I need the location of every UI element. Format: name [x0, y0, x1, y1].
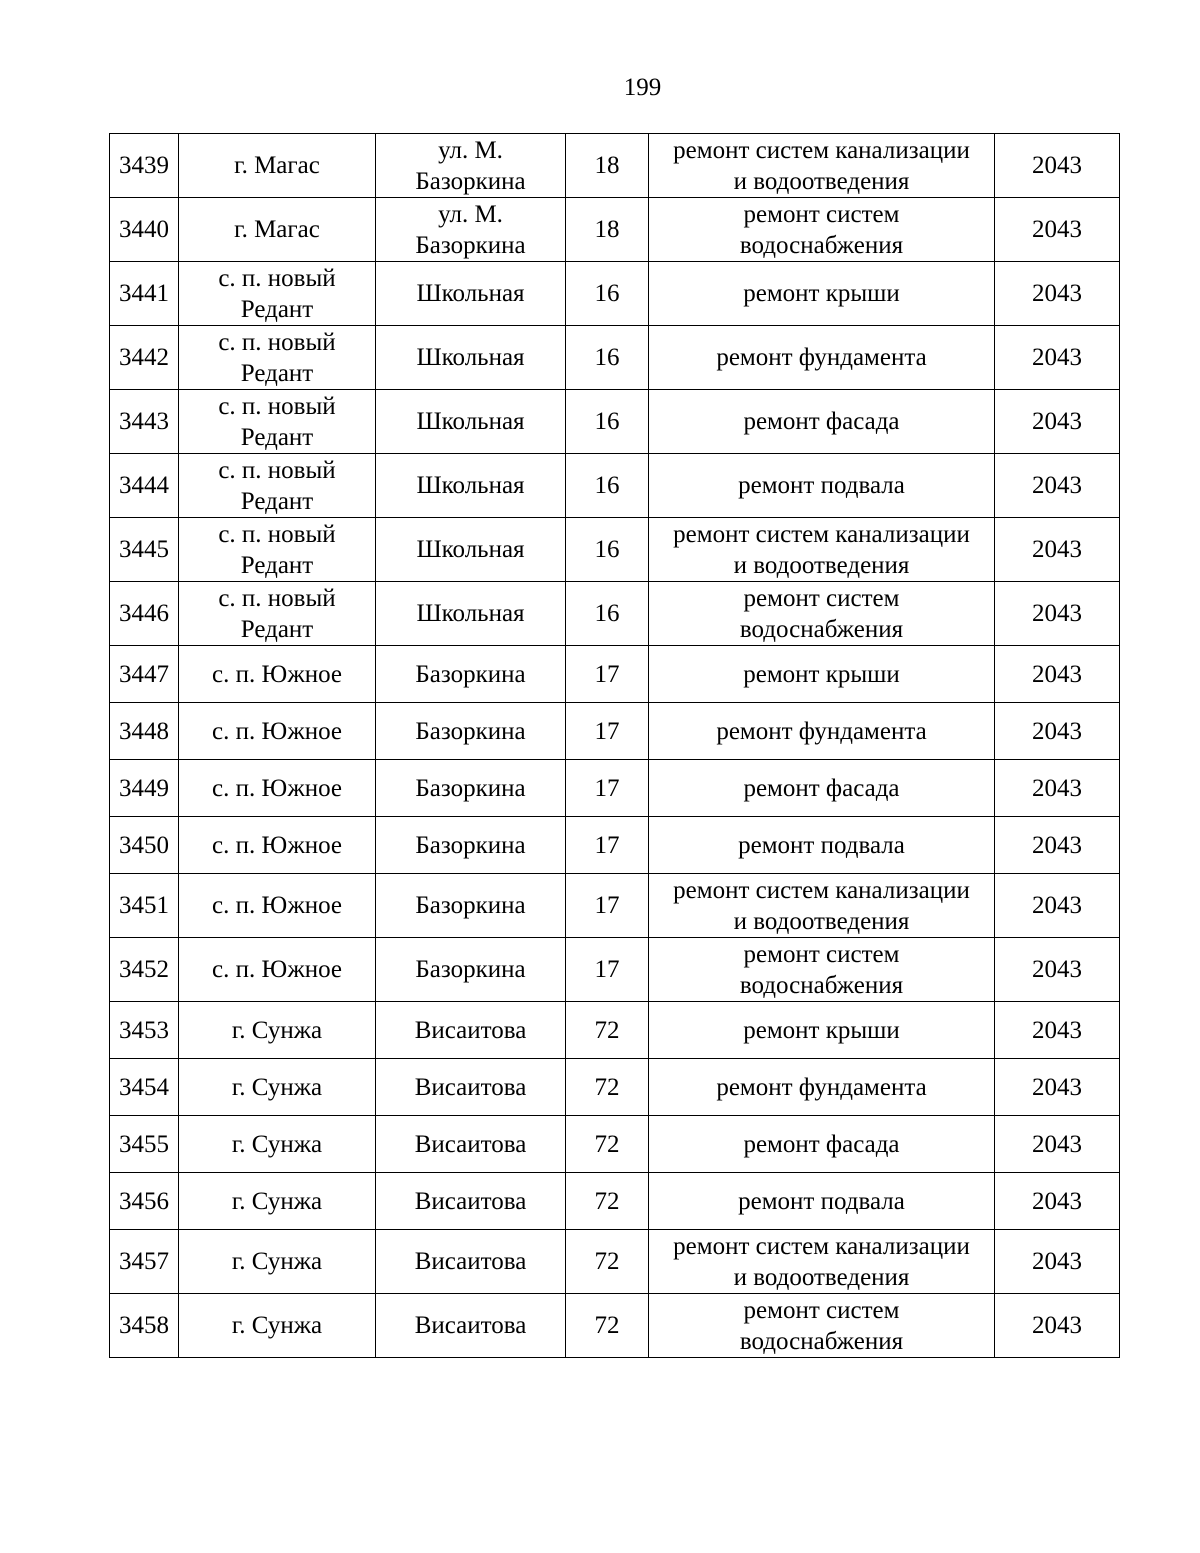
cell-year: 2043 — [995, 874, 1120, 938]
table-row — [110, 646, 1120, 703]
cell-work-type: ремонт фундамента — [649, 703, 995, 760]
cell-settlement: с. п. новый Редант — [179, 582, 376, 646]
table-row — [110, 703, 1120, 760]
cell-year: 2043 — [995, 582, 1120, 646]
table-row — [110, 1173, 1120, 1230]
page-number: 199 — [623, 74, 662, 101]
cell-house: 16 — [566, 518, 649, 582]
cell-work-type: ремонт систем водоснабжения — [649, 938, 995, 1002]
cell-year: 2043 — [995, 1294, 1120, 1358]
cell-work-type: ремонт подвала — [649, 454, 995, 518]
cell-work-type: ремонт систем канализации и водоотведения — [649, 134, 995, 198]
cell-house: 72 — [566, 1116, 649, 1173]
cell-work-type: ремонт крыши — [649, 262, 995, 326]
cell-street: Висаитова — [376, 1059, 566, 1116]
cell-settlement: г. Сунжа — [179, 1002, 376, 1059]
cell-settlement: с. п. новый Редант — [179, 518, 376, 582]
table-row — [110, 1116, 1120, 1173]
table-row — [110, 1230, 1120, 1294]
cell-work-type: ремонт подвала — [649, 817, 995, 874]
cell-street: Школьная — [376, 582, 566, 646]
cell-number: 3455 — [110, 1116, 179, 1173]
cell-house: 18 — [566, 134, 649, 198]
cell-number: 3448 — [110, 703, 179, 760]
cell-number: 3457 — [110, 1230, 179, 1294]
cell-number: 3444 — [110, 454, 179, 518]
cell-work-type: ремонт систем канализации и водоотведения — [649, 874, 995, 938]
cell-number: 3442 — [110, 326, 179, 390]
cell-year: 2043 — [995, 518, 1120, 582]
cell-settlement: с. п. новый Редант — [179, 326, 376, 390]
cell-number: 3450 — [110, 817, 179, 874]
cell-work-type: ремонт систем водоснабжения — [649, 1294, 995, 1358]
cell-number: 3451 — [110, 874, 179, 938]
cell-house: 72 — [566, 1294, 649, 1358]
cell-year: 2043 — [995, 390, 1120, 454]
cell-street: ул. М. Базоркина — [376, 134, 566, 198]
cell-house: 17 — [566, 760, 649, 817]
cell-year: 2043 — [995, 646, 1120, 703]
cell-number: 3447 — [110, 646, 179, 703]
cell-number: 3458 — [110, 1294, 179, 1358]
cell-settlement: с. п. Южное — [179, 938, 376, 1002]
cell-work-type: ремонт подвала — [649, 1173, 995, 1230]
cell-street: Висаитова — [376, 1002, 566, 1059]
cell-work-type: ремонт крыши — [649, 1002, 995, 1059]
table-row — [110, 134, 1120, 198]
cell-year: 2043 — [995, 938, 1120, 1002]
cell-street: Висаитова — [376, 1294, 566, 1358]
table-row — [110, 817, 1120, 874]
cell-settlement: с. п. Южное — [179, 817, 376, 874]
table-row — [110, 518, 1120, 582]
cell-work-type: ремонт фасада — [649, 760, 995, 817]
cell-work-type: ремонт фасада — [649, 1116, 995, 1173]
cell-settlement: с. п. Южное — [179, 703, 376, 760]
cell-street: Базоркина — [376, 938, 566, 1002]
table-row — [110, 1002, 1120, 1059]
cell-number: 3452 — [110, 938, 179, 1002]
cell-year: 2043 — [995, 1173, 1120, 1230]
cell-work-type: ремонт фасада — [649, 390, 995, 454]
cell-street: ул. М. Базоркина — [376, 198, 566, 262]
cell-number: 3454 — [110, 1059, 179, 1116]
cell-work-type: ремонт систем водоснабжения — [649, 198, 995, 262]
table-row — [110, 454, 1120, 518]
cell-house: 72 — [566, 1059, 649, 1116]
cell-settlement: г. Сунжа — [179, 1059, 376, 1116]
cell-settlement: г. Сунжа — [179, 1294, 376, 1358]
table-row — [110, 198, 1120, 262]
cell-number: 3439 — [110, 134, 179, 198]
cell-house: 72 — [566, 1230, 649, 1294]
cell-settlement: г. Магас — [179, 198, 376, 262]
cell-number: 3445 — [110, 518, 179, 582]
table-row — [110, 390, 1120, 454]
cell-house: 17 — [566, 817, 649, 874]
cell-house: 17 — [566, 938, 649, 1002]
cell-settlement: г. Сунжа — [179, 1116, 376, 1173]
cell-year: 2043 — [995, 134, 1120, 198]
cell-number: 3446 — [110, 582, 179, 646]
cell-work-type: ремонт систем водоснабжения — [649, 582, 995, 646]
cell-settlement: с. п. новый Редант — [179, 262, 376, 326]
table-row — [110, 582, 1120, 646]
cell-work-type: ремонт фундамента — [649, 1059, 995, 1116]
cell-year: 2043 — [995, 817, 1120, 874]
cell-year: 2043 — [995, 262, 1120, 326]
cell-street: Базоркина — [376, 646, 566, 703]
cell-street: Висаитова — [376, 1173, 566, 1230]
cell-work-type: ремонт систем канализации и водоотведения — [649, 1230, 995, 1294]
cell-year: 2043 — [995, 1002, 1120, 1059]
cell-house: 17 — [566, 874, 649, 938]
cell-street: Школьная — [376, 518, 566, 582]
cell-work-type: ремонт крыши — [649, 646, 995, 703]
cell-number: 3440 — [110, 198, 179, 262]
cell-street: Базоркина — [376, 874, 566, 938]
cell-house: 18 — [566, 198, 649, 262]
table-row — [110, 760, 1120, 817]
table-row — [110, 262, 1120, 326]
cell-number: 3449 — [110, 760, 179, 817]
cell-street: Школьная — [376, 454, 566, 518]
cell-year: 2043 — [995, 198, 1120, 262]
cell-house: 16 — [566, 326, 649, 390]
cell-house: 17 — [566, 703, 649, 760]
table-row — [110, 874, 1120, 938]
cell-street: Висаитова — [376, 1230, 566, 1294]
cell-house: 16 — [566, 454, 649, 518]
cell-street: Висаитова — [376, 1116, 566, 1173]
repair-schedule-table — [109, 133, 1120, 1358]
cell-street: Базоркина — [376, 703, 566, 760]
cell-house: 72 — [566, 1173, 649, 1230]
cell-number: 3453 — [110, 1002, 179, 1059]
cell-settlement: с. п. Южное — [179, 646, 376, 703]
cell-number: 3441 — [110, 262, 179, 326]
table-row — [110, 1059, 1120, 1116]
table-row — [110, 938, 1120, 1002]
cell-year: 2043 — [995, 1059, 1120, 1116]
cell-settlement: г. Магас — [179, 134, 376, 198]
cell-street: Школьная — [376, 390, 566, 454]
cell-work-type: ремонт систем канализации и водоотведения — [649, 518, 995, 582]
cell-work-type: ремонт фундамента — [649, 326, 995, 390]
cell-house: 72 — [566, 1002, 649, 1059]
table-row — [110, 1294, 1120, 1358]
cell-settlement: г. Сунжа — [179, 1230, 376, 1294]
cell-number: 3456 — [110, 1173, 179, 1230]
cell-street: Школьная — [376, 262, 566, 326]
cell-house: 16 — [566, 582, 649, 646]
cell-house: 16 — [566, 390, 649, 454]
cell-settlement: с. п. новый Редант — [179, 390, 376, 454]
cell-house: 16 — [566, 262, 649, 326]
cell-street: Школьная — [376, 326, 566, 390]
cell-settlement: с. п. новый Редант — [179, 454, 376, 518]
cell-settlement: г. Сунжа — [179, 1173, 376, 1230]
cell-year: 2043 — [995, 1116, 1120, 1173]
cell-year: 2043 — [995, 454, 1120, 518]
cell-settlement: с. п. Южное — [179, 760, 376, 817]
table-row — [110, 326, 1120, 390]
cell-year: 2043 — [995, 703, 1120, 760]
cell-number: 3443 — [110, 390, 179, 454]
cell-settlement: с. п. Южное — [179, 874, 376, 938]
cell-year: 2043 — [995, 326, 1120, 390]
cell-year: 2043 — [995, 760, 1120, 817]
cell-street: Базоркина — [376, 817, 566, 874]
table-body — [110, 134, 1120, 1358]
cell-year: 2043 — [995, 1230, 1120, 1294]
cell-street: Базоркина — [376, 760, 566, 817]
cell-house: 17 — [566, 646, 649, 703]
